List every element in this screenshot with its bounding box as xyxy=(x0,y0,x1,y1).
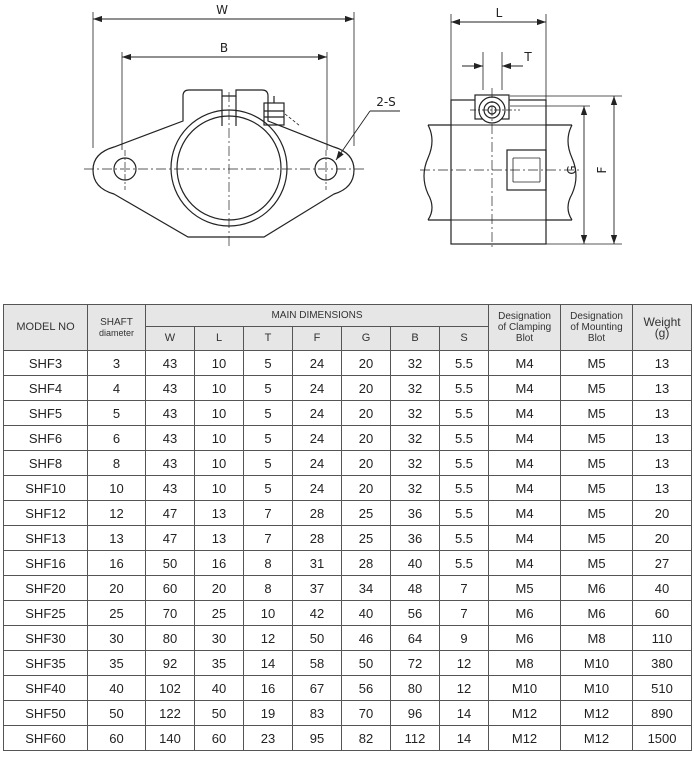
shaft-cell: 50 xyxy=(88,701,146,726)
header-col-g: G xyxy=(342,327,391,351)
w-cell: 140 xyxy=(146,726,195,751)
mounting-bolt-cell: M5 xyxy=(561,526,633,551)
g-cell: 20 xyxy=(342,426,391,451)
t-cell: 23 xyxy=(244,726,293,751)
b-cell: 32 xyxy=(391,351,440,376)
w-cell: 43 xyxy=(146,351,195,376)
t-cell: 16 xyxy=(244,676,293,701)
t-cell: 12 xyxy=(244,626,293,651)
w-cell: 43 xyxy=(146,476,195,501)
l-cell: 10 xyxy=(195,451,244,476)
g-cell: 20 xyxy=(342,451,391,476)
header-col-t: T xyxy=(244,327,293,351)
l-cell: 10 xyxy=(195,401,244,426)
header-mounting-3: Blot xyxy=(587,333,606,344)
table-row xyxy=(4,551,692,576)
mounting-bolt-cell: M6 xyxy=(561,601,633,626)
weight-cell: 110 xyxy=(633,626,692,651)
shaft-cell: 3 xyxy=(88,351,146,376)
f-cell: 24 xyxy=(293,351,342,376)
header-mounting-2: of Mounting xyxy=(570,322,623,333)
mounting-bolt-cell: M12 xyxy=(561,726,633,751)
weight-cell: 13 xyxy=(633,476,692,501)
dimensions-table xyxy=(3,304,692,751)
header-col-s: S xyxy=(440,327,489,351)
model-cell: SHF5 xyxy=(4,401,88,426)
clamping-bolt-cell: M8 xyxy=(489,651,561,676)
clamping-bolt-cell: M6 xyxy=(489,626,561,651)
shaft-cell: 13 xyxy=(88,526,146,551)
shaft-cell: 10 xyxy=(88,476,146,501)
f-cell: 42 xyxy=(293,601,342,626)
g-cell: 20 xyxy=(342,476,391,501)
clamping-bolt-cell: M12 xyxy=(489,701,561,726)
shaft-cell: 6 xyxy=(88,426,146,451)
g-cell: 50 xyxy=(342,651,391,676)
f-cell: 24 xyxy=(293,451,342,476)
b-cell: 32 xyxy=(391,451,440,476)
header-col-l: L xyxy=(195,327,244,351)
l-cell: 20 xyxy=(195,576,244,601)
f-cell: 83 xyxy=(293,701,342,726)
model-cell: SHF4 xyxy=(4,376,88,401)
s-cell: 5.5 xyxy=(440,376,489,401)
t-cell: 5 xyxy=(244,401,293,426)
s-cell: 5.5 xyxy=(440,451,489,476)
f-cell: 95 xyxy=(293,726,342,751)
header-clamping-1: Designation xyxy=(498,311,551,322)
t-cell: 5 xyxy=(244,476,293,501)
table-row xyxy=(4,526,692,551)
dim-label-g: G xyxy=(565,165,579,175)
b-cell: 36 xyxy=(391,501,440,526)
t-cell: 10 xyxy=(244,601,293,626)
b-cell: 32 xyxy=(391,426,440,451)
dim-label-f: F xyxy=(595,166,609,174)
l-cell: 30 xyxy=(195,626,244,651)
front-view xyxy=(84,12,400,248)
f-cell: 24 xyxy=(293,476,342,501)
clamping-bolt-cell: M4 xyxy=(489,501,561,526)
l-cell: 10 xyxy=(195,351,244,376)
f-cell: 28 xyxy=(293,526,342,551)
g-cell: 70 xyxy=(342,701,391,726)
table-row xyxy=(4,726,692,751)
g-cell: 25 xyxy=(342,501,391,526)
table-row xyxy=(4,426,692,451)
table-row xyxy=(4,701,692,726)
l-cell: 13 xyxy=(195,526,244,551)
table-row xyxy=(4,501,692,526)
header-clamping xyxy=(489,305,561,351)
mounting-bolt-cell: M5 xyxy=(561,476,633,501)
clamping-bolt-cell: M4 xyxy=(489,526,561,551)
w-cell: 47 xyxy=(146,501,195,526)
dim-label-2s: 2-S xyxy=(376,95,396,109)
b-cell: 48 xyxy=(391,576,440,601)
shaft-cell: 25 xyxy=(88,601,146,626)
drawing-svg xyxy=(0,0,694,300)
table-row xyxy=(4,376,692,401)
l-cell: 16 xyxy=(195,551,244,576)
t-cell: 5 xyxy=(244,426,293,451)
shaft-cell: 35 xyxy=(88,651,146,676)
l-cell: 10 xyxy=(195,426,244,451)
w-cell: 43 xyxy=(146,376,195,401)
model-cell: SHF13 xyxy=(4,526,88,551)
header-col-f: F xyxy=(293,327,342,351)
s-cell: 5.5 xyxy=(440,476,489,501)
g-cell: 20 xyxy=(342,351,391,376)
l-cell: 60 xyxy=(195,726,244,751)
s-cell: 7 xyxy=(440,576,489,601)
mounting-bolt-cell: M5 xyxy=(561,501,633,526)
s-cell: 14 xyxy=(440,701,489,726)
s-cell: 5.5 xyxy=(440,351,489,376)
model-cell: SHF35 xyxy=(4,651,88,676)
w-cell: 70 xyxy=(146,601,195,626)
w-cell: 43 xyxy=(146,426,195,451)
w-cell: 43 xyxy=(146,401,195,426)
header-weight-2: (g) xyxy=(654,325,670,340)
clamping-bolt-cell: M4 xyxy=(489,351,561,376)
w-cell: 47 xyxy=(146,526,195,551)
model-cell: SHF12 xyxy=(4,501,88,526)
weight-cell: 890 xyxy=(633,701,692,726)
mounting-bolt-cell: M8 xyxy=(561,626,633,651)
weight-cell: 13 xyxy=(633,451,692,476)
mounting-bolt-cell: M5 xyxy=(561,551,633,576)
clamping-bolt-cell: M4 xyxy=(489,551,561,576)
f-cell: 28 xyxy=(293,501,342,526)
dim-label-b: B xyxy=(219,41,229,55)
l-cell: 10 xyxy=(195,476,244,501)
weight-cell: 1500 xyxy=(633,726,692,751)
b-cell: 96 xyxy=(391,701,440,726)
t-cell: 19 xyxy=(244,701,293,726)
l-cell: 40 xyxy=(195,676,244,701)
table-row xyxy=(4,576,692,601)
s-cell: 5.5 xyxy=(440,526,489,551)
mounting-bolt-cell: M5 xyxy=(561,376,633,401)
b-cell: 80 xyxy=(391,676,440,701)
shaft-cell: 8 xyxy=(88,451,146,476)
header-clamping-2: of Clamping xyxy=(497,322,552,333)
w-cell: 43 xyxy=(146,451,195,476)
table-body xyxy=(4,351,692,751)
clamping-bolt-cell: M4 xyxy=(489,426,561,451)
f-cell: 31 xyxy=(293,551,342,576)
table-row xyxy=(4,351,692,376)
shaft-cell: 4 xyxy=(88,376,146,401)
g-cell: 56 xyxy=(342,676,391,701)
model-cell: SHF60 xyxy=(4,726,88,751)
header-model: MODEL NO xyxy=(4,305,88,351)
g-cell: 46 xyxy=(342,626,391,651)
model-cell: SHF40 xyxy=(4,676,88,701)
weight-cell: 27 xyxy=(633,551,692,576)
clamping-bolt-cell: M5 xyxy=(489,576,561,601)
t-cell: 5 xyxy=(244,376,293,401)
b-cell: 32 xyxy=(391,401,440,426)
table-row xyxy=(4,626,692,651)
g-cell: 28 xyxy=(342,551,391,576)
weight-cell: 510 xyxy=(633,676,692,701)
header-mounting xyxy=(561,305,633,351)
b-cell: 32 xyxy=(391,476,440,501)
mounting-bolt-cell: M10 xyxy=(561,651,633,676)
shaft-cell: 60 xyxy=(88,726,146,751)
dim-label-l: L xyxy=(495,6,503,20)
f-cell: 67 xyxy=(293,676,342,701)
mounting-bolt-cell: M5 xyxy=(561,426,633,451)
f-cell: 24 xyxy=(293,376,342,401)
l-cell: 50 xyxy=(195,701,244,726)
s-cell: 5.5 xyxy=(440,501,489,526)
shaft-cell: 12 xyxy=(88,501,146,526)
shaft-cell: 20 xyxy=(88,576,146,601)
f-cell: 37 xyxy=(293,576,342,601)
weight-cell: 13 xyxy=(633,401,692,426)
clamping-bolt-cell: M10 xyxy=(489,676,561,701)
shaft-cell: 30 xyxy=(88,626,146,651)
mounting-bolt-cell: M12 xyxy=(561,701,633,726)
clamping-bolt-cell: M6 xyxy=(489,601,561,626)
table-row xyxy=(4,651,692,676)
model-cell: SHF6 xyxy=(4,426,88,451)
table-row xyxy=(4,451,692,476)
l-cell: 13 xyxy=(195,501,244,526)
s-cell: 12 xyxy=(440,676,489,701)
s-cell: 5.5 xyxy=(440,401,489,426)
f-cell: 50 xyxy=(293,626,342,651)
g-cell: 20 xyxy=(342,376,391,401)
weight-cell: 13 xyxy=(633,376,692,401)
b-cell: 112 xyxy=(391,726,440,751)
shaft-cell: 16 xyxy=(88,551,146,576)
t-cell: 5 xyxy=(244,351,293,376)
b-cell: 72 xyxy=(391,651,440,676)
model-cell: SHF25 xyxy=(4,601,88,626)
t-cell: 14 xyxy=(244,651,293,676)
dim-label-w: W xyxy=(216,3,228,17)
t-cell: 7 xyxy=(244,526,293,551)
table-row xyxy=(4,401,692,426)
w-cell: 60 xyxy=(146,576,195,601)
shaft-cell: 40 xyxy=(88,676,146,701)
header-shaft-sub: diameter xyxy=(98,327,134,338)
header-col-b: B xyxy=(391,327,440,351)
header-main-dimensions: MAIN DIMENSIONS xyxy=(146,305,489,327)
table-row xyxy=(4,601,692,626)
t-cell: 8 xyxy=(244,551,293,576)
header-mounting-1: Designation xyxy=(570,311,623,322)
model-cell: SHF16 xyxy=(4,551,88,576)
weight-cell: 13 xyxy=(633,426,692,451)
f-cell: 24 xyxy=(293,401,342,426)
s-cell: 12 xyxy=(440,651,489,676)
model-cell: SHF8 xyxy=(4,451,88,476)
s-cell: 7 xyxy=(440,601,489,626)
s-cell: 5.5 xyxy=(440,426,489,451)
weight-cell: 13 xyxy=(633,351,692,376)
t-cell: 7 xyxy=(244,501,293,526)
w-cell: 92 xyxy=(146,651,195,676)
header-weight-1: Weight xyxy=(643,314,681,329)
b-cell: 56 xyxy=(391,601,440,626)
b-cell: 32 xyxy=(391,376,440,401)
g-cell: 34 xyxy=(342,576,391,601)
w-cell: 50 xyxy=(146,551,195,576)
model-cell: SHF20 xyxy=(4,576,88,601)
weight-cell: 20 xyxy=(633,526,692,551)
shaft-cell: 5 xyxy=(88,401,146,426)
table-row xyxy=(4,676,692,701)
mounting-bolt-cell: M5 xyxy=(561,351,633,376)
mounting-bolt-cell: M10 xyxy=(561,676,633,701)
weight-cell: 380 xyxy=(633,651,692,676)
model-cell: SHF3 xyxy=(4,351,88,376)
clamping-bolt-cell: M4 xyxy=(489,476,561,501)
model-cell: SHF50 xyxy=(4,701,88,726)
b-cell: 64 xyxy=(391,626,440,651)
clamping-bolt-cell: M12 xyxy=(489,726,561,751)
g-cell: 25 xyxy=(342,526,391,551)
t-cell: 5 xyxy=(244,451,293,476)
w-cell: 102 xyxy=(146,676,195,701)
header-weight xyxy=(633,305,692,351)
weight-cell: 40 xyxy=(633,576,692,601)
l-cell: 25 xyxy=(195,601,244,626)
table-row xyxy=(4,476,692,501)
model-cell: SHF10 xyxy=(4,476,88,501)
weight-cell: 20 xyxy=(633,501,692,526)
t-cell: 8 xyxy=(244,576,293,601)
header-shaft xyxy=(88,305,146,351)
header-col-w: W xyxy=(146,327,195,351)
header-shaft-label: SHAFT xyxy=(100,316,133,328)
s-cell: 5.5 xyxy=(440,551,489,576)
clamping-bolt-cell: M4 xyxy=(489,401,561,426)
clamping-bolt-cell: M4 xyxy=(489,376,561,401)
s-cell: 14 xyxy=(440,726,489,751)
g-cell: 20 xyxy=(342,401,391,426)
side-view xyxy=(420,14,622,250)
model-cell: SHF30 xyxy=(4,626,88,651)
g-cell: 82 xyxy=(342,726,391,751)
b-cell: 36 xyxy=(391,526,440,551)
mounting-bolt-cell: M5 xyxy=(561,401,633,426)
weight-cell: 60 xyxy=(633,601,692,626)
w-cell: 80 xyxy=(146,626,195,651)
g-cell: 40 xyxy=(342,601,391,626)
b-cell: 40 xyxy=(391,551,440,576)
mounting-bolt-cell: M5 xyxy=(561,451,633,476)
s-cell: 9 xyxy=(440,626,489,651)
l-cell: 35 xyxy=(195,651,244,676)
technical-drawing xyxy=(0,0,694,300)
header-clamping-3: Blot xyxy=(515,333,534,344)
clamping-bolt-cell: M4 xyxy=(489,451,561,476)
w-cell: 122 xyxy=(146,701,195,726)
l-cell: 10 xyxy=(195,376,244,401)
dim-label-t: T xyxy=(524,50,532,64)
mounting-bolt-cell: M6 xyxy=(561,576,633,601)
f-cell: 58 xyxy=(293,651,342,676)
f-cell: 24 xyxy=(293,426,342,451)
